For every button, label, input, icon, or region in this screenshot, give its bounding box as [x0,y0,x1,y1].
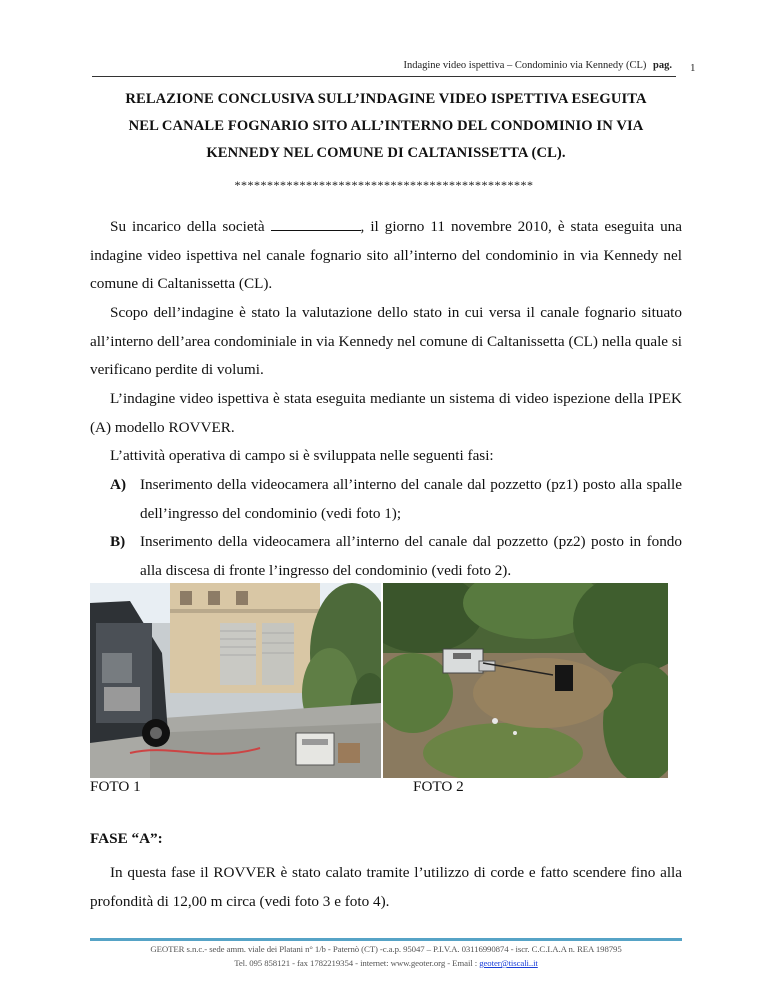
footer-contacts-text: Tel. 095 858121 - fax 1782219354 - internet: www.geoter.org - Email : [234,958,480,968]
footer-rule [90,938,682,941]
header-rule [92,76,676,77]
asterisk-separator: ********************************************** [234,178,534,192]
list-item-text: Inserimento della videocamera all’interno del canale dal pozzetto (pz2) posto in fondo alla discesa di fronte l’ingresso del condominio (vedi foto 2). [140,533,682,579]
list-item-label: B) [110,533,126,550]
document-title [90,86,682,167]
paragraph-1 [90,213,682,299]
list-item-text: Inserimento della videocamera all’interno del canale dal pozzetto (pz1) posto alla spalle dell’ingresso del condominio (vedi foto 1); [140,476,682,522]
phase-a-heading: FASE “A”: [90,830,163,847]
paragraph-4: L’attività operativa di campo si è sviluppata nelle seguenti fasi: [110,447,494,464]
phase-list [110,471,682,585]
footer-email-link[interactable]: geoter@tiscali..it [479,958,538,968]
page-number: 1 [690,62,696,74]
running-title: Indagine video ispettiva – Condominio via Kennedy (CL) [403,60,647,71]
list-item [110,528,682,585]
footer-contacts [90,958,682,968]
paragraph-2: Scopo dell’indagine è stato la valutazione dello stato in cui versa il canale fognario situato all’interno dell’area condominiale in via Kennedy nel comune di Caltanissetta (CL) nella quale si verificano perdite di volumi. [90,304,682,378]
phase-a-text: In questa fase il ROVVER è stato calato tramite l’utilizzo di corde e fatto scendere fino alla profondità di 12,00 m circa (vedi foto 3 e foto 4). [90,864,682,910]
photo-1-caption: FOTO 1 [90,778,141,795]
blank-company-field [271,218,361,231]
photo-2 [383,583,668,778]
paragraph-3: L’indagine video ispettiva è stata eseguita mediante un sistema di video ispezione della IPEK (A) modello ROVVER. [90,390,682,436]
list-item-label: A) [110,476,127,493]
running-header [0,60,672,71]
paragraph-1-end: , il giorno 11 novembre 2010, è stata eseguita una indagine video ispettiva nel canale fognario sito all’interno del condominio in via Kennedy nel comune di Caltanissetta (CL). [90,218,683,292]
footer-company-info: GEOTER s.n.c.- sede amm. viale dei Platani n° 1/b - Paternò (CT) -c.a.p. 95047 – P.I.V.A. 03116990874 - iscr. C.C.I.A.A n. REA 198795 [150,944,622,954]
paragraph-1-start: Su incarico della società [110,218,271,235]
title-line-1: RELAZIONE CONCLUSIVA SULL’INDAGINE VIDEO ISPETTIVA ESEGUITA [125,91,647,107]
photo-2-caption: FOTO 2 [413,778,464,795]
title-line-2: NEL CANALE FOGNARIO SITO ALL’INTERNO DEL CONDOMINIO IN VIA [128,118,644,134]
photo-1 [90,583,381,778]
list-item [110,471,682,528]
title-line-3: KENNEDY NEL COMUNE DI CALTANISSETTA (CL). [206,145,566,161]
page-label: pag. [653,60,672,71]
